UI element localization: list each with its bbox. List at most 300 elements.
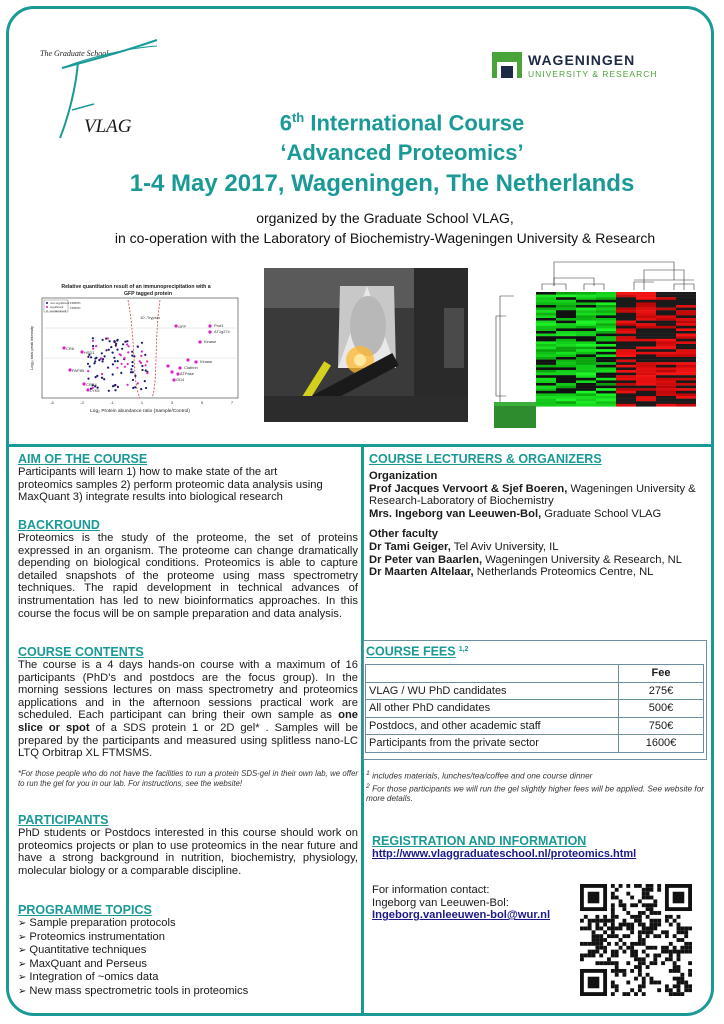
heatmap-cell bbox=[656, 391, 676, 394]
heatmap-cell bbox=[576, 313, 596, 316]
heatmap-cell bbox=[596, 297, 616, 300]
heatmap-cell bbox=[576, 391, 596, 394]
qr-module bbox=[603, 919, 607, 923]
topic-item: ➢ MaxQuant and Perseus bbox=[18, 957, 147, 970]
volcano-point bbox=[133, 355, 135, 357]
qr-module bbox=[680, 973, 684, 977]
qr-module bbox=[615, 973, 619, 977]
arrow-icon: ➢ bbox=[18, 972, 27, 984]
qr-module bbox=[665, 919, 669, 923]
heatmap-cell bbox=[636, 315, 656, 318]
heatmap-cell bbox=[536, 297, 556, 300]
heatmap-cell bbox=[536, 380, 556, 383]
heatmap-cell bbox=[616, 328, 636, 331]
qr-module bbox=[592, 942, 596, 946]
heatmap-cell bbox=[656, 354, 676, 357]
heatmap-cell bbox=[596, 344, 616, 347]
faculty-heading: Other faculty bbox=[369, 528, 439, 541]
volcano-point bbox=[117, 386, 119, 388]
heatmap-cell bbox=[676, 295, 696, 298]
heatmap-cell bbox=[596, 349, 616, 352]
qr-module bbox=[669, 923, 673, 927]
heatmap-cell bbox=[616, 391, 636, 394]
aim-section bbox=[18, 452, 358, 504]
volcano-point bbox=[141, 365, 143, 367]
heatmap-cell bbox=[576, 321, 596, 324]
volcano-point bbox=[102, 339, 104, 341]
qr-module bbox=[688, 961, 692, 965]
heatmap-cell bbox=[556, 357, 576, 360]
volcano-point bbox=[87, 378, 89, 380]
wageningen-sub: UNIVERSITY & RESEARCH bbox=[528, 69, 658, 79]
heatmap-cell bbox=[676, 352, 696, 355]
heatmap-cell bbox=[636, 380, 656, 383]
qr-module bbox=[634, 903, 638, 907]
heatmap-cell bbox=[576, 362, 596, 365]
qr-module bbox=[673, 961, 677, 965]
qr-module bbox=[642, 903, 646, 907]
qr-module bbox=[607, 961, 611, 965]
heatmap-cell bbox=[676, 375, 696, 378]
qr-module bbox=[642, 892, 646, 896]
qr-module bbox=[677, 992, 681, 996]
qr-module bbox=[630, 954, 634, 958]
heatmap-cell bbox=[676, 388, 696, 391]
qr-module bbox=[584, 954, 588, 958]
heatmap-cell bbox=[596, 318, 616, 321]
qr-module bbox=[607, 934, 611, 938]
svg-text:significant: significant bbox=[50, 305, 64, 309]
qr-module bbox=[611, 884, 615, 888]
heatmap-cell bbox=[676, 383, 696, 386]
qr-module bbox=[611, 892, 615, 896]
volcano-point bbox=[93, 362, 95, 364]
svg-text:CR6: CR6 bbox=[66, 346, 75, 351]
volcano-point bbox=[100, 357, 102, 359]
heatmap-cell bbox=[636, 349, 656, 352]
qr-module bbox=[677, 950, 681, 954]
heatmap-cell bbox=[536, 295, 556, 298]
volcano-point bbox=[105, 349, 107, 351]
volcano-point bbox=[103, 378, 105, 380]
heatmap-cell bbox=[676, 336, 696, 339]
heatmap-cell bbox=[536, 375, 556, 378]
qr-module bbox=[592, 954, 596, 958]
qr-module bbox=[680, 926, 684, 930]
qr-module bbox=[630, 926, 634, 930]
qr-module bbox=[622, 942, 626, 946]
heatmap-cell bbox=[576, 349, 596, 352]
qr-module bbox=[638, 942, 642, 946]
volcano-x-tick-label: -1 bbox=[110, 400, 114, 405]
qr-module bbox=[611, 961, 615, 965]
heatmap-cell bbox=[556, 321, 576, 324]
volcano-point bbox=[141, 342, 143, 344]
volcano-point bbox=[126, 340, 128, 342]
volcano-point bbox=[186, 358, 189, 361]
svg-text:10 -Trypsin: 10 -Trypsin bbox=[140, 315, 160, 320]
heatmap-cell bbox=[656, 352, 676, 355]
heatmap-cell bbox=[536, 313, 556, 316]
qr-module bbox=[657, 911, 661, 915]
heatmap-cell bbox=[616, 367, 636, 370]
heatmap-cell bbox=[536, 367, 556, 370]
heatmap-cell bbox=[636, 352, 656, 355]
heatmap-cell bbox=[636, 308, 656, 311]
heatmap-cell bbox=[656, 383, 676, 386]
heatmap-cell bbox=[656, 386, 676, 389]
contents-heading: COURSE CONTENTS bbox=[18, 645, 144, 659]
contact-label: For information contact: bbox=[372, 884, 490, 896]
qr-module bbox=[622, 992, 626, 996]
qr-module bbox=[642, 896, 646, 900]
volcano-point bbox=[89, 365, 91, 367]
heatmap-cell bbox=[576, 328, 596, 331]
qr-module bbox=[673, 919, 677, 923]
arrow-icon: ➢ bbox=[18, 945, 27, 957]
heatmap-cell bbox=[576, 399, 596, 402]
qr-module bbox=[684, 934, 688, 938]
heatmap-cell bbox=[616, 352, 636, 355]
heatmap-cell bbox=[596, 300, 616, 303]
contact-email-link[interactable]: Ingeborg.vanleeuwen-bol@wur.nl bbox=[372, 909, 551, 922]
volcano-point bbox=[170, 370, 173, 373]
qr-module bbox=[580, 954, 584, 958]
qr-module bbox=[584, 942, 588, 946]
volcano-point bbox=[87, 370, 89, 372]
qr-module bbox=[634, 992, 638, 996]
heatmap-cell bbox=[676, 323, 696, 326]
heatmap-cell bbox=[636, 362, 656, 365]
heatmap-cell bbox=[576, 375, 596, 378]
heatmap-cell bbox=[536, 347, 556, 350]
heatmap-cell bbox=[636, 323, 656, 326]
heatmap-cell bbox=[576, 318, 596, 321]
heatmap-cell bbox=[616, 308, 636, 311]
heatmap-cell bbox=[596, 292, 616, 295]
heatmap-cell bbox=[556, 347, 576, 350]
volcano-point bbox=[146, 372, 148, 374]
qr-module bbox=[642, 942, 646, 946]
heatmap-cell bbox=[676, 313, 696, 316]
qr-module bbox=[630, 915, 634, 919]
qr-module bbox=[626, 961, 630, 965]
heatmap-cell bbox=[656, 373, 676, 376]
qr-module bbox=[661, 950, 665, 954]
organization-heading: Organization bbox=[369, 470, 438, 482]
heatmap-cell bbox=[676, 321, 696, 324]
heatmap-cell bbox=[576, 341, 596, 344]
qr-module bbox=[653, 946, 657, 950]
heatmap-cell bbox=[636, 370, 656, 373]
heatmap-cell bbox=[576, 295, 596, 298]
heatmap-cell bbox=[636, 310, 656, 313]
heatmap-cell bbox=[576, 300, 596, 303]
volcano-point bbox=[124, 357, 126, 359]
heatmap-cell bbox=[616, 383, 636, 386]
qr-finder-pattern bbox=[580, 884, 607, 911]
volcano-point bbox=[194, 360, 197, 363]
heatmap-cell bbox=[596, 302, 616, 305]
heatmap-cell bbox=[676, 399, 696, 402]
topics-list bbox=[18, 917, 358, 999]
heatmap-cell bbox=[676, 404, 696, 407]
qr-module bbox=[615, 954, 619, 958]
heatmap-cell bbox=[656, 315, 676, 318]
heatmap-cell bbox=[616, 321, 636, 324]
heatmap-cell bbox=[616, 326, 636, 329]
heatmap-cell bbox=[656, 388, 676, 391]
svg-text:non-significant: non-significant bbox=[50, 301, 70, 305]
heatmap-cell bbox=[676, 347, 696, 350]
qr-module bbox=[611, 934, 615, 938]
qr-module bbox=[626, 923, 630, 927]
qr-module bbox=[650, 926, 654, 930]
qr-module bbox=[677, 915, 681, 919]
heatmap-cell bbox=[616, 344, 636, 347]
heatmap-cell bbox=[636, 399, 656, 402]
qr-module bbox=[661, 946, 665, 950]
qr-module bbox=[677, 965, 681, 969]
qr-module bbox=[665, 957, 669, 961]
qr-module bbox=[595, 938, 599, 942]
heatmap-cell bbox=[596, 399, 616, 402]
heatmap-cell bbox=[556, 399, 576, 402]
qr-module bbox=[642, 888, 646, 892]
heatmap-cell bbox=[596, 357, 616, 360]
qr-module bbox=[673, 969, 677, 973]
heatmap-cell bbox=[576, 292, 596, 295]
heatmap-cell bbox=[636, 386, 656, 389]
qr-module bbox=[634, 942, 638, 946]
heatmap-cell bbox=[636, 383, 656, 386]
fees-header-row: Fee bbox=[366, 665, 704, 683]
qr-module bbox=[592, 930, 596, 934]
qr-module bbox=[673, 965, 677, 969]
qr-module bbox=[611, 950, 615, 954]
svg-text:GD4: GD4 bbox=[176, 377, 185, 382]
qr-module bbox=[580, 942, 584, 946]
table-row: Postdocs, and other academic staff 750€ bbox=[366, 717, 704, 735]
volcano-point bbox=[92, 337, 94, 339]
heatmap-cell bbox=[616, 354, 636, 357]
heatmap-cell bbox=[636, 326, 656, 329]
qr-module bbox=[615, 888, 619, 892]
heatmap-cell bbox=[676, 305, 696, 308]
heatmap-cell bbox=[556, 365, 576, 368]
qr-module bbox=[615, 950, 619, 954]
qr-module bbox=[650, 977, 654, 981]
heatmap-cell bbox=[556, 328, 576, 331]
heatmap-cell bbox=[616, 375, 636, 378]
heatmap-cell bbox=[556, 318, 576, 321]
qr-module bbox=[688, 984, 692, 988]
heatmap-cell bbox=[616, 347, 636, 350]
heatmap-cell bbox=[556, 300, 576, 303]
qr-module bbox=[638, 934, 642, 938]
qr-module bbox=[669, 950, 673, 954]
qr-module bbox=[638, 899, 642, 903]
heatmap-cell bbox=[576, 383, 596, 386]
organizer-2: Mrs. Ingeborg van Leeuwen-Bol, Graduate School VLAG bbox=[369, 507, 662, 520]
participants-text: PhD students or Postdocs interested in this course should work on proteomics projects or plan to use proteomics in the near future and have a strong background in nutrition, biochemistry, physiology, molecular biology or a comparable discipline. bbox=[18, 827, 358, 877]
heatmap-cell bbox=[676, 393, 696, 396]
qr-module bbox=[626, 892, 630, 896]
heatmap-cell bbox=[556, 354, 576, 357]
heatmap-cell bbox=[596, 310, 616, 313]
heatmap-cell bbox=[596, 334, 616, 337]
qr-module bbox=[592, 950, 596, 954]
heatmap-cell bbox=[556, 362, 576, 365]
heatmap-cell bbox=[676, 354, 696, 357]
qr-module bbox=[615, 988, 619, 992]
volcano-point bbox=[87, 363, 89, 365]
qr-module bbox=[603, 930, 607, 934]
organized-by: organized by the Graduate School VLAG, in co-operation with the Laboratory of Biochemistry-Wageningen University & Research bbox=[114, 210, 656, 246]
heatmap-cell bbox=[596, 391, 616, 394]
volcano-point bbox=[144, 354, 146, 356]
participants-heading: PARTICIPANTS bbox=[18, 813, 109, 827]
qr-module bbox=[669, 954, 673, 958]
qr-module bbox=[657, 919, 661, 923]
qr-module bbox=[638, 938, 642, 942]
volcano-point bbox=[145, 364, 147, 366]
qr-module bbox=[630, 923, 634, 927]
qr-module bbox=[619, 938, 623, 942]
volcano-point bbox=[114, 360, 116, 362]
qr-module bbox=[615, 965, 619, 969]
heatmap-cell bbox=[616, 386, 636, 389]
contact-name: Ingeborg van Leeuwen-Bol: bbox=[372, 896, 509, 909]
heatmap-cell bbox=[576, 297, 596, 300]
heatmap-cell bbox=[536, 373, 556, 376]
heatmap-cell bbox=[536, 378, 556, 381]
qr-module bbox=[588, 950, 592, 954]
heatmap-cell bbox=[676, 292, 696, 295]
heatmap-cell bbox=[616, 310, 636, 313]
heatmap-cell bbox=[556, 378, 576, 381]
heatmap-cell bbox=[636, 344, 656, 347]
heatmap-cell bbox=[576, 404, 596, 407]
qr-module bbox=[661, 930, 665, 934]
volcano-x-ticks bbox=[50, 400, 234, 405]
qr-module bbox=[588, 954, 592, 958]
qr-module bbox=[603, 923, 607, 927]
heatmap-cell bbox=[536, 323, 556, 326]
volcano-point bbox=[131, 355, 133, 357]
heatmap-cell bbox=[536, 396, 556, 399]
registration-url-link[interactable]: http://www.vlaggraduateschool.nl/proteomics.html bbox=[372, 848, 637, 860]
heatmap-cell bbox=[536, 305, 556, 308]
qr-module bbox=[603, 915, 607, 919]
qr-module bbox=[684, 946, 688, 950]
topic-item: ➢ New mass spectrometric tools in proteomics bbox=[18, 984, 249, 997]
heatmap-cell bbox=[596, 331, 616, 334]
qr-module bbox=[611, 915, 615, 919]
qr-module bbox=[611, 907, 615, 911]
heatmap-cell bbox=[616, 302, 636, 305]
qr-module bbox=[611, 896, 615, 900]
volcano-point bbox=[109, 340, 111, 342]
heatmap-cell bbox=[636, 357, 656, 360]
heatmap-cell bbox=[536, 344, 556, 347]
qr-module bbox=[665, 946, 669, 950]
qr-module bbox=[642, 961, 646, 965]
qr-module bbox=[688, 942, 692, 946]
heatmap-cell bbox=[536, 328, 556, 331]
volcano-point bbox=[120, 372, 122, 374]
qr-module bbox=[626, 992, 630, 996]
heatmap-cell bbox=[596, 328, 616, 331]
qr-module bbox=[638, 973, 642, 977]
qr-module bbox=[626, 934, 630, 938]
heatmap-cell bbox=[616, 297, 636, 300]
heatmap-cell bbox=[576, 396, 596, 399]
qr-module bbox=[603, 938, 607, 942]
heatmap-cell bbox=[676, 396, 696, 399]
qr-module bbox=[653, 954, 657, 958]
qr-module bbox=[688, 973, 692, 977]
qr-module bbox=[619, 946, 623, 950]
heatmap-cell bbox=[636, 373, 656, 376]
heatmap-cell bbox=[636, 378, 656, 381]
volcano-point bbox=[119, 353, 121, 355]
heatmap-cell bbox=[636, 367, 656, 370]
heatmap-cell bbox=[596, 383, 616, 386]
qr-module bbox=[665, 950, 669, 954]
qr-module bbox=[634, 954, 638, 958]
qr-module bbox=[599, 946, 603, 950]
heatmap-cell bbox=[536, 310, 556, 313]
volcano-point bbox=[137, 346, 139, 348]
heatmap-cell bbox=[596, 315, 616, 318]
qr-module bbox=[677, 984, 681, 988]
qr-module bbox=[677, 926, 681, 930]
volcano-point bbox=[108, 349, 110, 351]
heatmap-cell bbox=[656, 344, 676, 347]
qr-module bbox=[677, 981, 681, 985]
volcano-point bbox=[130, 368, 132, 370]
volcano-point bbox=[127, 384, 129, 386]
qr-module bbox=[626, 911, 630, 915]
registration-section bbox=[372, 834, 712, 861]
heatmap-cell bbox=[616, 341, 636, 344]
volcano-point bbox=[110, 346, 112, 348]
qr-module bbox=[673, 984, 677, 988]
heatmap-cell bbox=[536, 292, 556, 295]
heatmap-cell bbox=[656, 375, 676, 378]
heatmap-cell bbox=[536, 354, 556, 357]
qr-module bbox=[584, 926, 588, 930]
contents-note: *For those people who do not have the facilities to run a protein SDS-gel in their own lab, we offer to run the gel for you in our lab. For instructions, see the website! bbox=[18, 768, 358, 788]
heatmap-cell bbox=[616, 365, 636, 368]
volcano-point bbox=[115, 345, 117, 347]
heatmap-cell bbox=[536, 357, 556, 360]
qr-module bbox=[638, 957, 642, 961]
qr-module bbox=[592, 919, 596, 923]
aim-heading: AIM OF THE COURSE bbox=[18, 452, 148, 466]
heatmap-cell bbox=[576, 336, 596, 339]
heatmap-cell bbox=[636, 318, 656, 321]
volcano-point bbox=[92, 345, 94, 347]
heatmap-cell bbox=[596, 367, 616, 370]
heatmap-cell bbox=[616, 295, 636, 298]
qr-code-icon[interactable] bbox=[580, 884, 692, 996]
heatmap-cell bbox=[556, 297, 576, 300]
qr-module bbox=[611, 923, 615, 927]
heatmap-cell bbox=[556, 386, 576, 389]
qr-module bbox=[615, 896, 619, 900]
